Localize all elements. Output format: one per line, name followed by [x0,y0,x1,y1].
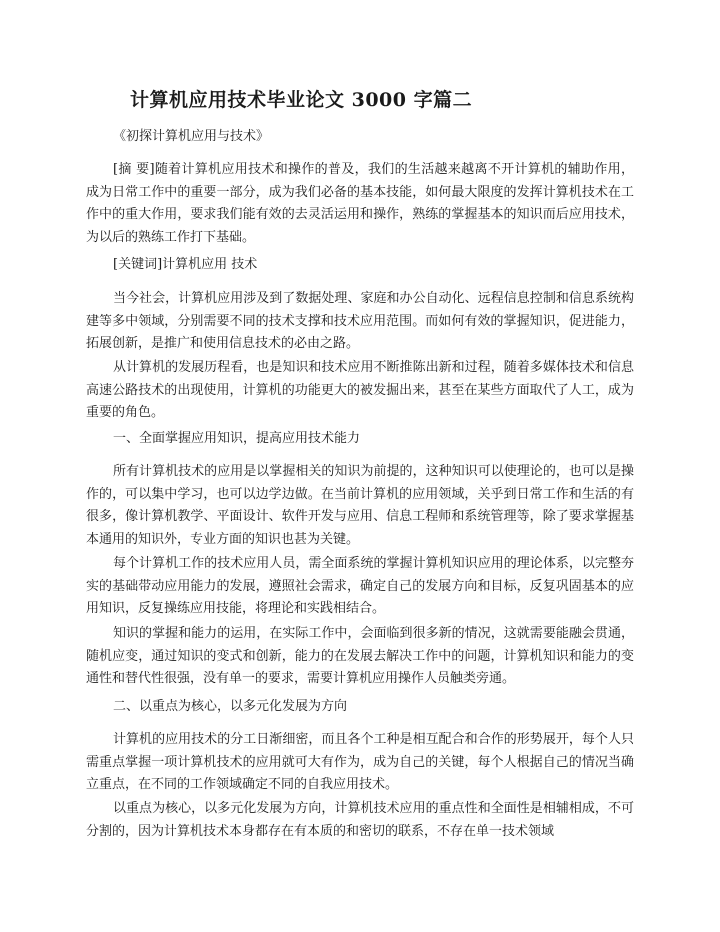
section-2-paragraph-1: 计算机的应用技术的分工日渐细密，而且各个工种是相互配合和合作的形势展开，每个人只需重点掌握一项计算机技术的应用就可大有作为，成为自己的关键，每个人根据自己的情况当确立重点，在不同的工作领域确定不同的自我应用技术。 [86,732,634,792]
section-1-paragraph-1: 所有计算机技术的应用是以掌握相关的知识为前提的，这种知识可以使理论的，也可以是操作的，可以集中学习，也可以边学边做。在当前计算机的应用领域，关乎到日常工作和生活的有很多，像计算机教学、平面设计、软件开发与应用、信息工程师和系统管理等，除了要求掌握基本通用的知识外，专业方面的知识也甚为关键。 [86,464,634,547]
abstract-paragraph: [摘 要]随着计算机应用技术和操作的普及，我们的生活越来越离不开计算机的辅助作用，成为日常工作中的重要一部分，成为我们必备的基本技能，如何最大限度的发挥计算机技术在工作中的重大作用，要求我们能有效的去灵活运用和操作，熟练的掌握基本的知识而后应用技术，为以后的熟练工作打下基础。 [86,162,634,245]
section-1-paragraph-2: 每个计算机工作的技术应用人员，需全面系统的掌握计算机知识应用的理论体系，以完整夯实的基础带动应用能力的发展，遵照社会需求，确定自己的发展方向和目标，反复巩固基本的应用知识，反复操练应用技能，将理论和实践相结合。 [86,556,634,616]
document-subtitle: 《初探计算机应用与技术》 [113,129,270,144]
document-title: 计算机应用技术毕业论文 3000 字篇二 [130,89,473,111]
section-2-heading: 二、以重点为核心，以多元化发展为方向 [113,699,348,714]
section-2-paragraph-2: 以重点为核心，以多元化发展为方向，计算机技术应用的重点性和全面性是相辅相成，不可分割的，因为计算机技术本身都存在有本质的和密切的联系，不存在单一技术领域 [86,801,634,839]
keywords-line: [关键词]计算机应用 技术 [113,257,258,272]
section-1-paragraph-3: 知识的掌握和能力的运用，在实际工作中，会面临到很多新的情况，这就需要能融会贯通，随机应变，通过知识的变式和创新，能力的在发展去解决工作中的问题，计算机知识和能力的变通性和替代性很强，没有单一的要求，需要计算机应用操作人员触类旁通。 [86,626,634,686]
body-paragraph-1: 当今社会，计算机应用涉及到了数据处理、家庭和办公自动化、远程信息控制和信息系统构建等多中领域，分别需要不同的技术支撑和技术应用范围。而如何有效的掌握知识，促进能力，拓展创新，是推广和使用信息技术的必由之路。 [86,291,634,351]
body-paragraph-2: 从计算机的发展历程看，也是知识和技术应用不断推陈出新和过程，随着多媒体技术和信息高速公路技术的出现使用，计算机的功能更大的被发掘出来，甚至在某些方面取代了人工，成为重要的角色。 [86,360,634,420]
section-1-heading: 一、全面掌握应用知识，提高应用技术能力 [113,431,361,446]
